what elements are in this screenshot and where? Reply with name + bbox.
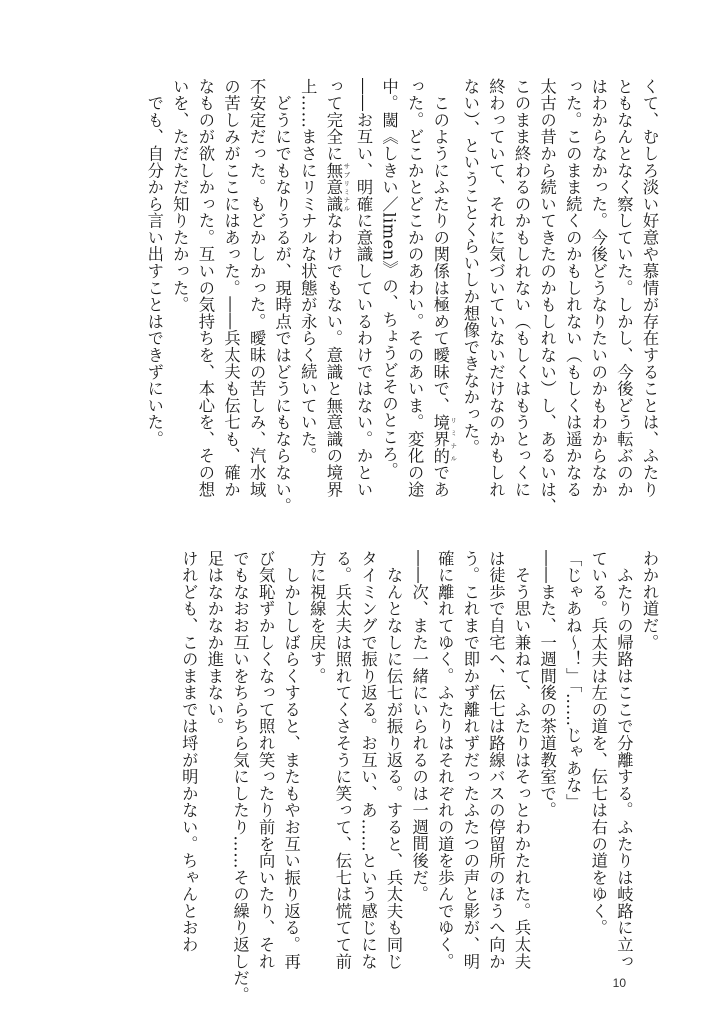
text-column: けれども、このままでは埒が明かない。ちゃんとおわ — [179, 550, 199, 953]
page-number: 10 — [612, 976, 626, 990]
text-column: う。これまで即かず離れずだったふたつの声と影が、明 — [460, 550, 480, 970]
text-column: 太古の昔から続いてきたのかもしれない）し、あるいは、 — [537, 78, 557, 515]
text-column: 終わっていて、それに気づいていないだけなのかもしれ — [486, 78, 506, 498]
ruby-reading: リミナル — [449, 413, 458, 465]
text-segment: なわけでもない。意識と無意識の境界 — [323, 212, 343, 498]
text-column: った。どこかとどこかのあわい。そのあいま。変化の途 — [405, 78, 425, 498]
text-column: ない）、ということくらいしか想像できなかった。 — [460, 78, 480, 457]
text-column: 確に離れてゆく。ふたりはそれぞれの道を歩んでゆく。 — [435, 550, 455, 970]
text-column: 不安定だった。もどかしかった。曖昧の苦しみ、汽水域 — [247, 78, 267, 498]
text-column: ふたりの帰路はここで分離する。ふたりは岐路に立っ — [614, 550, 634, 970]
text-column: でもなおお互いをちらちら気にしたり……その繰り返しだ。 — [230, 550, 250, 1004]
text-column: ている。兵太夫は左の道を、伝七は右の道をゆく。 — [588, 550, 608, 937]
text-column: はわからなかった。今後どうなりたいのかもわからなか — [588, 78, 608, 498]
text-column: 上……まさにリミナルな状態が永らく続いていた。 — [298, 78, 318, 465]
text-column: ――お互い、明確に意識しているわけではない。かとい — [353, 78, 373, 498]
text-column: タイミングで振り返る。お互い、あ……という感じにな — [358, 550, 378, 970]
text-column: くて、むしろ淡い好意や慕情が存在することは、ふたり — [640, 78, 659, 498]
text-column-with-ruby — [427, 78, 457, 498]
upper-text-block — [144, 78, 662, 515]
text-column: ――また、一週間後の茶道教室で。 — [537, 550, 557, 819]
text-column: の苦しみがここにはあった。――兵太夫も伝七も、確か — [221, 78, 241, 498]
ruby-word — [323, 161, 351, 213]
text-column: どうにでもなりうるが、現時点ではどうにもならない。 — [272, 78, 292, 515]
text-column: でも、自分から言い出すことはできずにいた。 — [144, 78, 164, 448]
text-column: ――次、また一緒にいられるのは一週間後だ。 — [409, 550, 429, 903]
text-segment: であ — [430, 464, 450, 498]
text-column: 足はなかなか進まない。 — [204, 550, 224, 735]
text-column: 方に視線を戻す。 — [307, 550, 327, 685]
text-column: る。兵太夫は照れてくさそうに笑って、伝七は慌てて前 — [332, 550, 352, 970]
text-segment: って完全に — [323, 78, 343, 162]
ruby-base: 無意識 — [323, 161, 343, 213]
text-column: った。このまま続くのかもしれない（もしくは遥かなる — [563, 78, 583, 498]
ruby-word — [430, 413, 458, 465]
text-column: いを、ただただ知りたかった。 — [170, 78, 190, 314]
text-column: は徒歩で自宅へ、伝七は路線バスの停留所のほうへ向か — [486, 550, 506, 970]
text-column: このまま終わるのかもしれない（もしくはもうとっくに — [512, 78, 532, 498]
text-column: しかししばらくすると、またもやお互い振り返る。再 — [281, 550, 301, 970]
text-column: なんとなしに伝七が振り返る。すると、兵太夫も同じ — [384, 550, 404, 970]
text-column: わかれ道だ。 — [640, 550, 659, 651]
text-column: び気恥ずかしくなって照れ笑ったり前を向いたり、それ — [256, 550, 276, 970]
text-column: そう思い兼ねて、ふたりはそっとわかたれた。兵太夫 — [512, 550, 532, 970]
text-column: 中。閾《しきい／limen》の、ちょうどそのところ。 — [379, 78, 399, 480]
text-segment: このようにふたりの関係は極めて曖昧で、 — [430, 78, 450, 414]
ruby-reading: サブリミナル — [342, 161, 351, 213]
text-column-with-ruby — [320, 78, 350, 498]
ruby-base: 境界的 — [430, 413, 450, 465]
text-column: ともなんとなく察していた。しかし、今後どう転ぶのか — [614, 78, 634, 498]
text-column: 「じゃあね～！」「……じゃあな」 — [563, 550, 583, 811]
text-column: なものが欲しかった。互いの気持ちを、本心を、その想 — [195, 78, 215, 498]
